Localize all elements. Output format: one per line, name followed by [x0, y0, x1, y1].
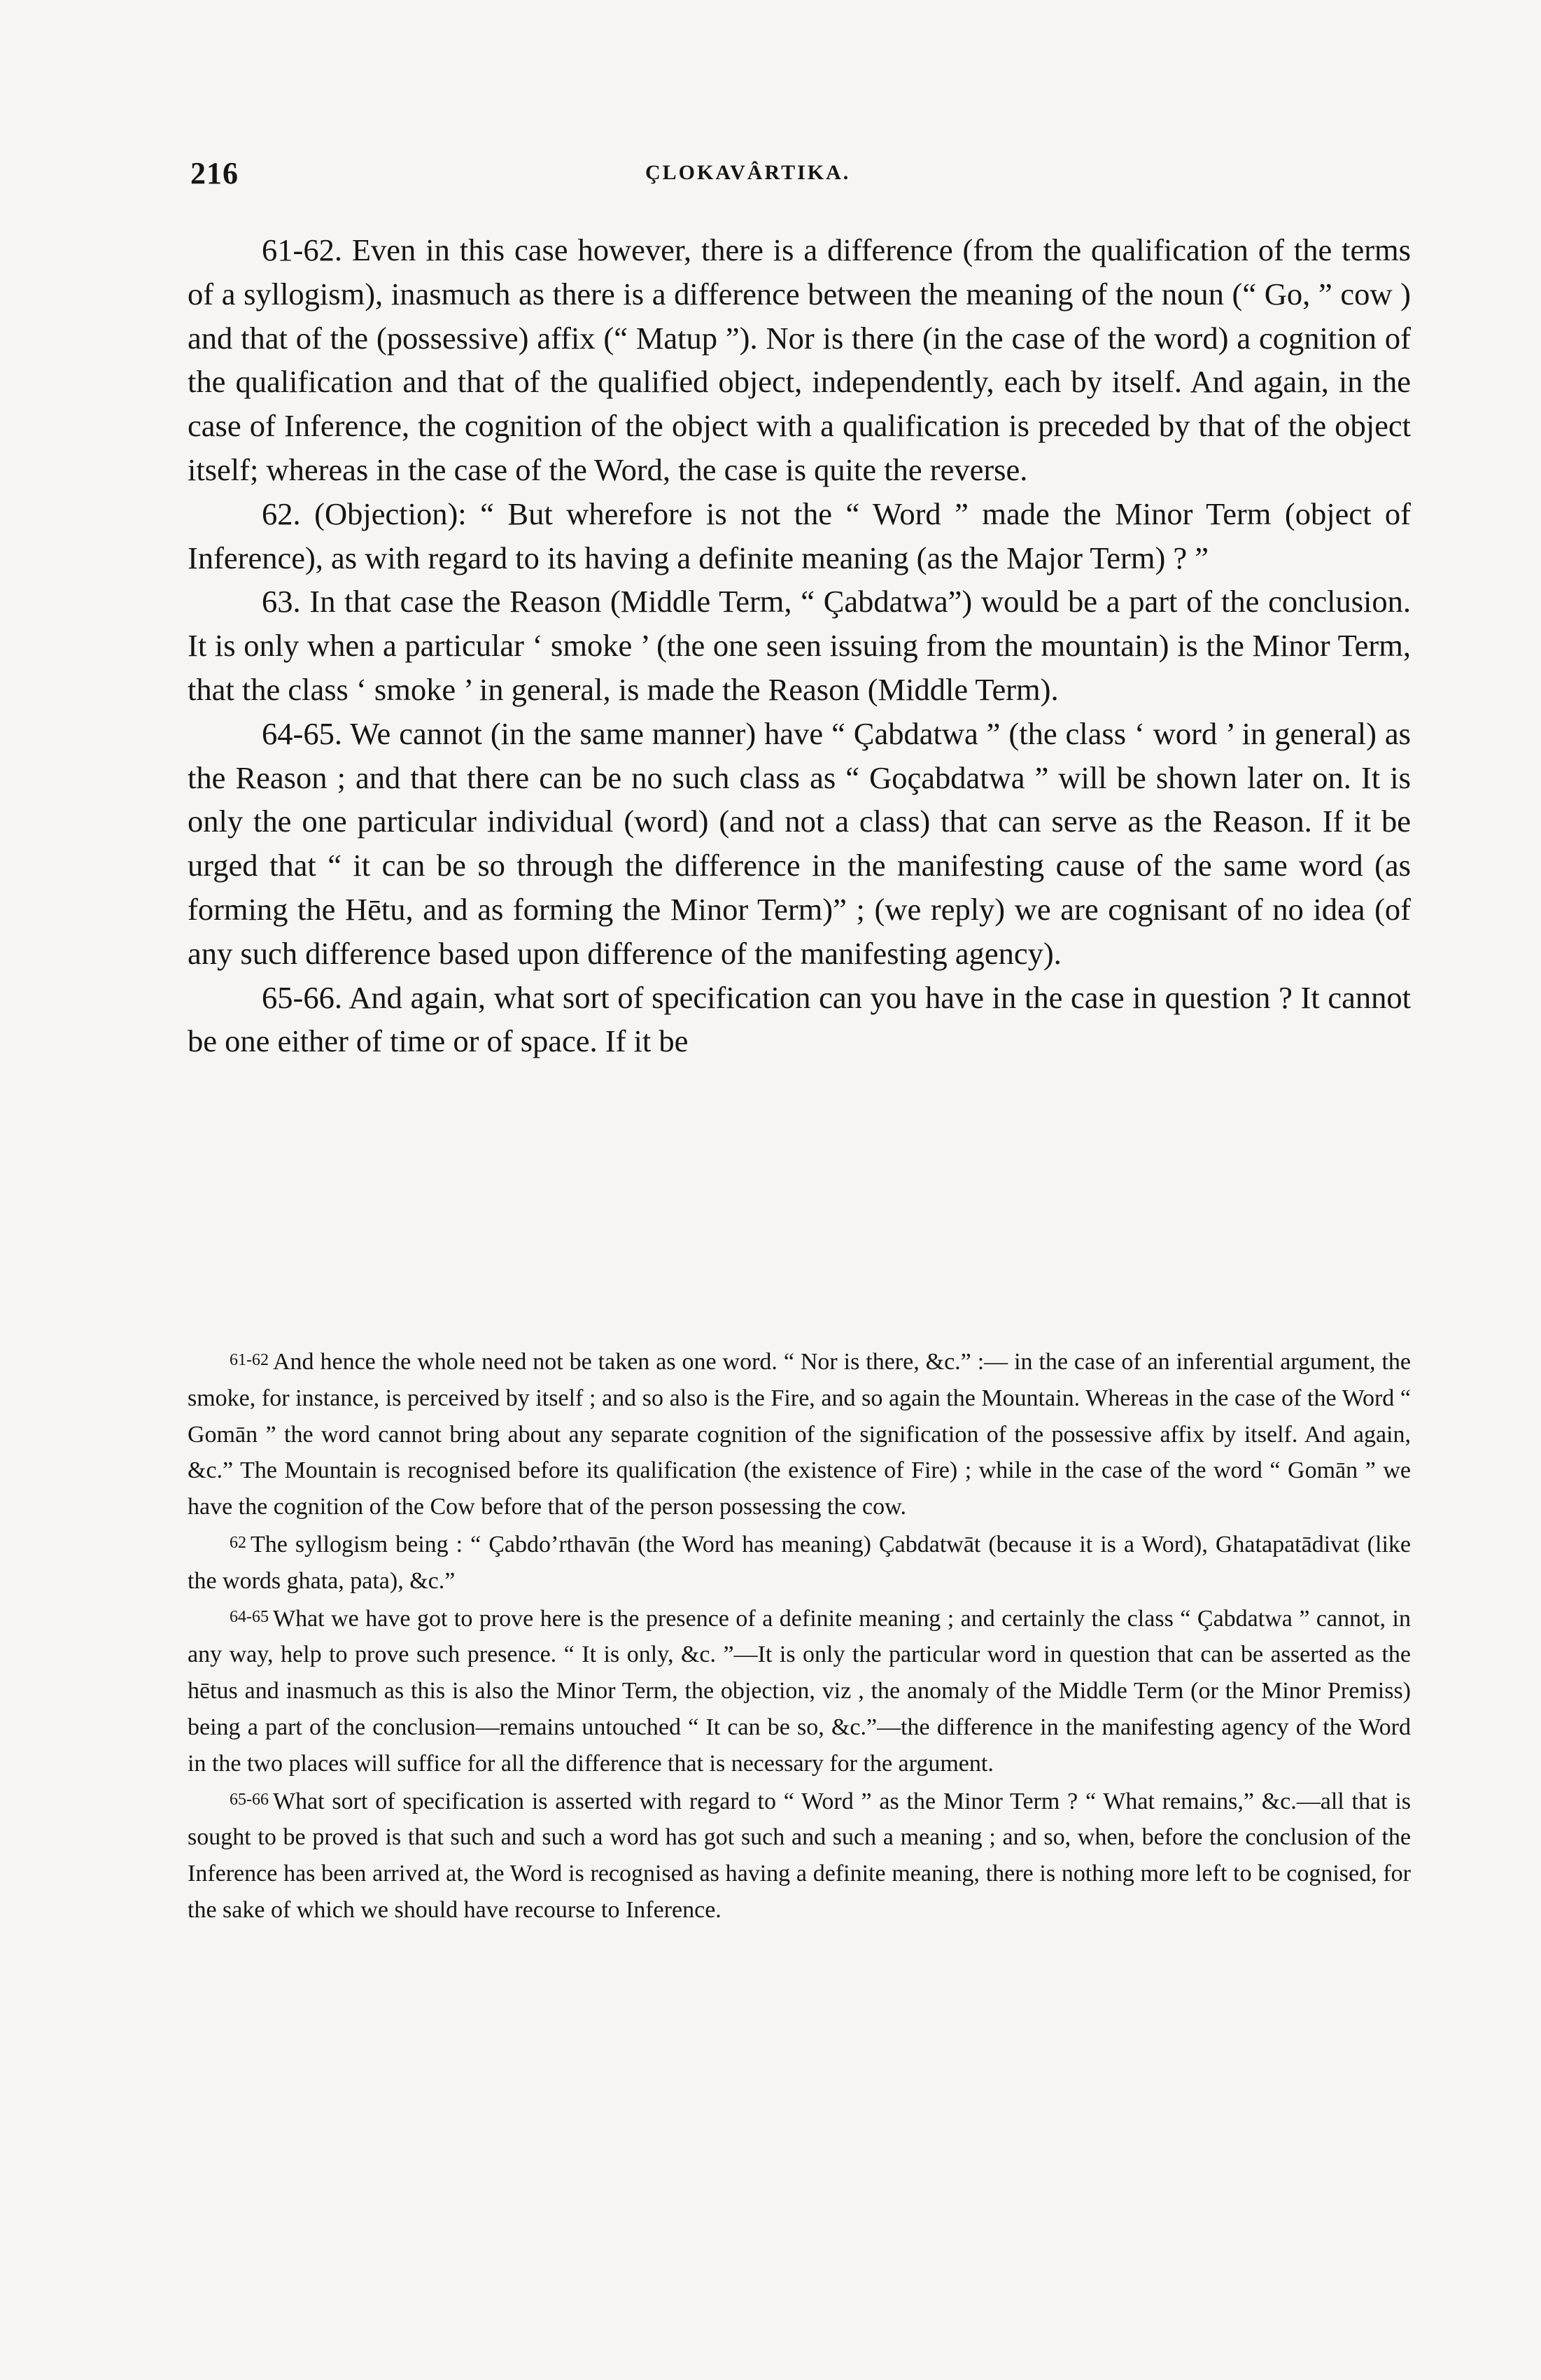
page-number: 216 — [190, 156, 239, 190]
footnote-text: What we have got to prove here is the presence of a definite meaning ; and certainly the class “ Çabdatwa ” cannot, in any way, help to prove such presence. “ It is only, &c. ”—It is only the particular word in question that can be asserted as the hētus and inasmuch as this is also the Minor Term, the objection, viz , the anomaly of the Middle Term (or the Minor Premiss) being a part of the conclusion—remains untouched “ It can be so, &c.”—the difference in the manifesting agency of the Word in the two places will suffice for all the difference that is necessary for the argument. — [188, 1605, 1411, 1777]
verse-number: 65-66. — [262, 979, 342, 1015]
verse-text: And again, what sort of specification can you have in the case in question ? It cannot be one either of time or of space. If it be — [188, 979, 1411, 1059]
footnote-text: The syllogism being : “ Çabdo’rthavān (the Word has meaning) Çabdatwāt (because it is a Word), Ghatapatādivat (like the words ghata, pata), &c.” — [188, 1531, 1411, 1594]
footnote-number: 61-62 — [230, 1351, 269, 1369]
footnote — [188, 1525, 1411, 1600]
footnote-number: 62 — [230, 1533, 246, 1552]
verse-number: 62. — [262, 496, 301, 531]
verse-number: 64-65. — [262, 715, 342, 751]
verse-paragraph — [188, 976, 1411, 1064]
verse-text: We cannot (in the same manner) have “ Çabdatwa ” (the class ‘ word ’ in general) as the Reason ; and that there can be no such class as “ Goçabdatwa ” will be shown later on. It is only the one particular individual (word) (and not a class) that can serve as the Reason. If it be urged that “ it can be so through the difference in the manifesting cause of the same word (as forming the Hētu, and as forming the Minor Term)” ; (we reply) we are cognisant of no idea (of any such difference based upon difference of the manifesting agency). — [188, 715, 1411, 971]
footnote-number: 64-65 — [230, 1607, 269, 1626]
verse-paragraph — [188, 712, 1411, 976]
page-header — [190, 155, 1408, 204]
verse-paragraph — [188, 492, 1411, 580]
verse-number: 61-62. — [262, 232, 342, 267]
main-text — [188, 228, 1411, 1063]
footnote-text: What sort of specification is asserted with regard to “ Word ” as the Minor Term ? “ What remains,” &c.—all that is sought to be proved is that such and such a word has got such and such a meaning ; and so, when, before the conclusion of the Inference has been arrived at, the Word is recognised as having a definite meaning, there is nothing more left to be cognised, for the sake of which we should have recourse to Inference. — [188, 1788, 1411, 1923]
verse-paragraph — [188, 228, 1411, 492]
running-title: ÇLOKAVÂRTIKA. — [645, 161, 851, 184]
footnotes — [188, 1343, 1411, 1928]
footnote — [188, 1782, 1411, 1928]
verse-paragraph — [188, 580, 1411, 711]
verse-text: Even in this case however, there is a difference (from the qualification of the terms of a syllogism), inasmuch as there is a difference between the meaning of the noun (“ Go, ” cow ) and that of the (possessive) affix (“ Matup ”). Nor is there (in the case of the word) a cognition of the qualification and that of the qualified object, independently, each by itself. And again, in the case of Inference, the cognition of the object with a qualification is preceded by that of the object itself; whereas in the case of the Word, the case is quite the reverse. — [188, 232, 1411, 487]
footnote-number: 65-66 — [230, 1790, 269, 1809]
footnote — [188, 1343, 1411, 1525]
verse-text: (Objection): “ But wherefore is not the “ Word ” made the Minor Term (object of Inference), as with regard to its having a definite meaning (as the Major Term) ? ” — [188, 496, 1412, 575]
footnote-text: And hence the whole need not be taken as one word. “ Nor is there, &c.” :— in the case of an inferential argument, the smoke, for instance, is perceived by itself ; and so also is the Fire, and so again the Mountain. Whereas in the case of the Word “ Gomān ” the word cannot bring about any separate cognition of the signification of the possessive affix by itself. And again, &c.” The Mountain is recognised before its qualification (the existence of Fire) ; while in the case of the word “ Gomān ” we have the cognition of the Cow before that of the person possessing the cow. — [188, 1349, 1411, 1520]
verse-text: In that case the Reason (Middle Term, “ Çabdatwa”) would be a part of the conclusion. It is only when a particular ‘ smoke ’ (the one seen issuing from the mountain) is the Minor Term, that the class ‘ smoke ’ in general, is made the Reason (Middle Term). — [188, 584, 1411, 707]
verse-number: 63. — [262, 584, 301, 620]
footnote — [188, 1600, 1411, 1782]
